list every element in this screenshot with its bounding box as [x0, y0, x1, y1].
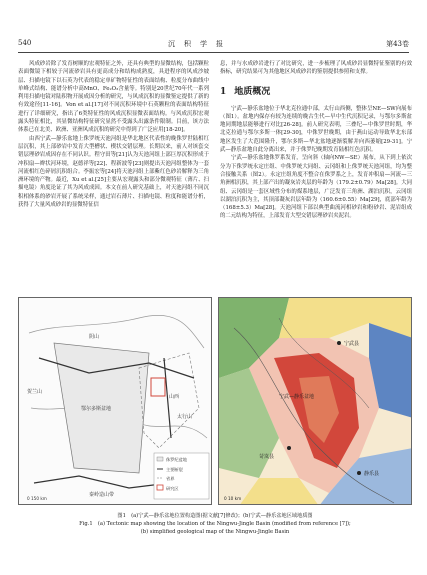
paragraph: 风成砂岩除了发育树顺的宏观特征之外，还具有典型的显微结构，包括颗粒表面微镜下相较于河流砂岩具有更高成分和结构成熟度，具进程序的风成沙坡层、扫描电镜下以石英为代表的稳定单矿物特征性的表面结构、粒度分布曲线中单峰式结构、能谱分析中高MnO、Fe₂O₃含量等。特别是20世纪70年代一系列利用扫描电镜对陆积物开展成因分析的研究，与风成沉积的显微鉴定提供了新的有效途径[11-16]。Von et al.[17]对不同沉积环境中石英颗粒的表面结构特征进行了详细研究，指出了6类特征性的风成沉积显微表面结构。与风成沉积宏观露头特征相比，其显微结构特征研究显然不受露头出露条件限制。目前，该方法体系已在北美、欧洲、亚洲风成沉积的研究中得到了广泛应用[18-20]。 [18, 61, 209, 134]
volume-number: 第43卷 [386, 40, 409, 48]
section-title: 地质概况 [234, 86, 271, 97]
map-legend [154, 453, 209, 499]
caption-chinese: 图1 (a)宁武—静乐盆地位置构造图(据文献[7]修改)；(b)宁武—静乐盆地区域地质图 [117, 513, 313, 519]
label-ordos: 鄂尔多斯盆地 [81, 406, 112, 412]
label-ningwu: 宁武县 [344, 341, 360, 347]
label-shanxi: 山西 [169, 394, 180, 400]
label-qinling: 秦岭造山带 [89, 492, 115, 498]
paragraph: 宁武—静乐盆地位于华北克拉通中部，太行山西侧，整体呈NE—SW向展布（图1）。盆地内保存有较为连续的晚古生代—早中生代沉积记录，与鄂尔多斯盆地同期地层能够进行对比[26-28]。前人研究表明，三叠纪—中侏罗世时期，华北克拉通与鄂尔多斯一体[29-30]，中侏罗世晚期，由于燕山运动导致华北东部地区发生了大范围隆升，鄂尔多斯—华北盆地逐渐裂解并向西萎缩[29-31]。宁武—静乐盆地自此分离出来，并于侏罗纪晚期发育陆相红色沉积。 [220, 105, 412, 154]
scale-bar-a: 0 150 km [27, 496, 47, 501]
right-text-column [220, 60, 412, 221]
label-jingle: 静乐县 [364, 471, 380, 477]
section-heading [220, 86, 412, 98]
section-number: 1 [220, 86, 227, 97]
figure-1 [18, 297, 412, 510]
tectonic-map [19, 298, 212, 505]
page-header [18, 36, 409, 53]
legend-item: 省界 [166, 476, 175, 481]
label-basin: 宁武—静乐盆地 [279, 394, 315, 400]
paragraph-continued: 息，并与水成砂岩进行了对比研究，进一步梳理了风成砂岩显微特征鉴别的有效指标，研究结果可为其他地区风成砂岩的鉴别提供参照和支撑。 [220, 61, 412, 76]
scale-bar-b: 0 10 km [224, 496, 242, 501]
journal-title: 沉 积 学 报 [168, 40, 224, 48]
geological-map [219, 298, 412, 505]
left-text-column [18, 60, 209, 209]
legend-item: 侏罗纪盆地 [166, 457, 187, 462]
label-kelan: 苛岚县 [259, 454, 275, 460]
caption-english-2: (b) simplified geological map of the Ningwu-Jingle Basin [140, 529, 290, 535]
paragraph: 由西宁武—静乐盆地上侏罗统天池河组是华北地区代表性的晚侏罗世陆相红层沉积，其上部砂岩中发育大型槽状、楔状交错层理。长期以来，前人对该套交错层理砂岩成因存在不同认识。程守田等[21]认为天池河组上部巨厚沉积形成于冲积扇—辫状河环境，赵德祥等[22]、程新波等[23]则提出天池河组整体为一套河流相红色碎屑沉积组合。李振宏等[24]将天池河组上部紫红色砂岩解释为三角洲环境的产物。最近，Xu et al.[25]主要从宏观露头和部分微观特征（薄片、扫描电镜）角度论证了其为风成成因。本文在前人研究基础上，对天池河组不同沉积相体系的砂岩开展了系统采样，通过岩石薄片、扫描电镜、粒度和能谱分析，获得了大量风成砂岩的显微特征信 [18, 135, 209, 209]
paragraph: 宁武—静乐盆地侏罗系发育，呈向斜（轴向NW—SE）展布，从下到上依次分为下侏罗统永定庄组、中侏罗统大同组、云冈组和上侏罗统天池河组，均为整合接触关系（图2）。永定庄组角度不整合在侏罗系之上，发育冲积扇—河流—三角洲相沉积，其上部产出的凝灰岩夹层的年龄为（179.2±0.79）Ma[28]。大同组、云冈组是一套区域性分布的煤系地层，广泛发育三角洲、湖泊沉积，云冈组以湖泊沉积为主，其顶部凝灰岩层年龄为（160.6±0.55）Ma[29]，底部年龄为（168±5.3）Ma[28]。天池河组下部以典型曲流河相砂岩和粉砂岩、泥岩组成的二元结构为特征，上部发育大型交错层理砂岩夹泥岩。 [220, 155, 412, 220]
caption-english-1: Fig.1 (a) Tectonic map showing the location of the Ningwu-Jingle Basin (modified from reference [7]); [79, 521, 351, 527]
legend-item: 主要断裂 [166, 467, 183, 472]
legend-item: 研究区 [166, 486, 179, 491]
label-helan: 贺兰山 [27, 389, 43, 395]
label-taihang: 太行山 [177, 414, 193, 420]
figure-caption [18, 512, 412, 536]
tectonic-map-panel [18, 297, 212, 505]
geological-map-panel [218, 297, 412, 505]
label-yinshan: 阴山 [89, 334, 100, 340]
page-number: 540 [18, 39, 32, 47]
